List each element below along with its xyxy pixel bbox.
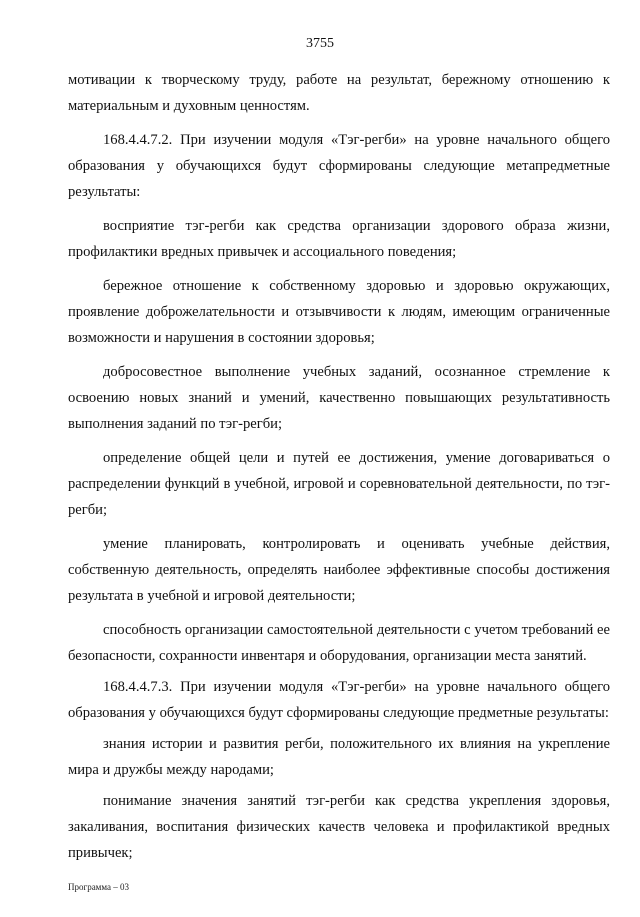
paragraph-list-item: восприятие тэг-регби как средства организации здорового образа жизни, профилактики вредных привычек и ассоциального поведения; [68,218,610,260]
page-number: 3755 [306,36,334,51]
document-body [68,67,610,866]
paragraph-list-item: умение планировать, контролировать и оценивать учебные действия, собственную деятельность, определять наиболее эффективные способы достижения результата в учебной и игровой деятельности; [68,536,610,604]
paragraph-section-168-4-4-7-3: 168.4.4.7.3. При изучении модуля «Тэг-регби» на уровне начального общего образования у обучающихся будут сформированы следующие предметные результаты: [68,679,610,721]
paragraph-list-item: знания истории и развития регби, положительного их влияния на укрепление мира и дружбы между народами; [68,736,610,778]
footer-label: Программа – 03 [68,882,130,892]
paragraph-list-item: добросовестное выполнение учебных заданий, осознанное стремление к освоению новых знаний и умений, качественно повышающих результативность выполнения заданий по тэг-регби; [68,364,610,432]
paragraph-list-item: бережное отношение к собственному здоровью и здоровью окружающих, проявление доброжелательности и отзывчивости к людям, имеющим ограниченные возможности и нарушения в состоянии здоровья; [68,278,610,346]
paragraph-list-item: определение общей цели и путей ее достижения, умение договариваться о распределении функций в учебной, игровой и соревновательной деятельности, по тэг-регби; [68,450,610,518]
paragraph-list-item: понимание значения занятий тэг-регби как средства укрепления здоровья, закаливания, воспитания физических качеств человека и профилактикой вредных привычек; [68,793,610,861]
paragraph-list-item: способность организации самостоятельной деятельности с учетом требований ее безопасности, сохранности инвентаря и оборудования, организации места занятий. [68,622,610,664]
paragraph-section-168-4-4-7-2: 168.4.4.7.2. При изучении модуля «Тэг-регби» на уровне начального общего образования у обучающихся будут сформированы следующие метапредметные результаты: [68,132,610,200]
paragraph-continuation: мотивации к творческому труду, работе на результат, бережному отношению к материальным и духовным ценностям. [68,72,610,114]
